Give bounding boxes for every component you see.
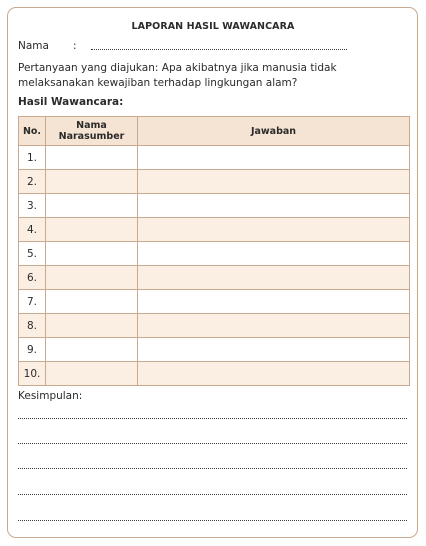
- conclusion-line[interactable]: [18, 418, 407, 419]
- table-row: [19, 218, 410, 242]
- jawaban-cell[interactable]: [138, 218, 410, 242]
- row-number: 7.: [19, 290, 46, 314]
- table-row: [19, 362, 410, 386]
- header-no: No.: [19, 117, 46, 146]
- jawaban-cell[interactable]: [138, 338, 410, 362]
- table-row: [19, 146, 410, 170]
- conclusion-line[interactable]: [18, 443, 407, 444]
- row-number: 9.: [19, 338, 46, 362]
- jawaban-cell[interactable]: [138, 362, 410, 386]
- narasumber-cell[interactable]: [46, 194, 138, 218]
- interview-question: Pertanyaan yang diajukan: Apa akibatnya jika manusia tidak melaksanakan kewajiban terhadap lingkungan alam?: [18, 62, 337, 89]
- table-header-row: [19, 117, 410, 146]
- page-title: LAPORAN HASIL WAWANCARA: [131, 21, 295, 32]
- result-section-label: Hasil Wawancara:: [18, 96, 124, 108]
- table-row: [19, 314, 410, 338]
- row-number: 8.: [19, 314, 46, 338]
- jawaban-cell[interactable]: [138, 146, 410, 170]
- narasumber-cell[interactable]: [46, 362, 138, 386]
- header-narasumber: Nama Narasumber: [46, 117, 138, 146]
- table-row: [19, 170, 410, 194]
- conclusion-line[interactable]: [18, 520, 407, 521]
- row-number: 1.: [19, 146, 46, 170]
- narasumber-cell[interactable]: [46, 170, 138, 194]
- row-number: 5.: [19, 242, 46, 266]
- row-number: 6.: [19, 266, 46, 290]
- row-number: 2.: [19, 170, 46, 194]
- conclusion-label: Kesimpulan:: [18, 390, 83, 402]
- narasumber-cell[interactable]: [46, 290, 138, 314]
- row-number: 10.: [19, 362, 46, 386]
- narasumber-cell[interactable]: [46, 338, 138, 362]
- jawaban-cell[interactable]: [138, 194, 410, 218]
- narasumber-cell[interactable]: [46, 146, 138, 170]
- jawaban-cell[interactable]: [138, 266, 410, 290]
- jawaban-cell[interactable]: [138, 290, 410, 314]
- narasumber-cell[interactable]: [46, 242, 138, 266]
- table-row: [19, 338, 410, 362]
- name-field-row: [18, 40, 408, 54]
- name-label: Nama: [18, 40, 49, 52]
- table-row: [19, 194, 410, 218]
- table-row: [19, 266, 410, 290]
- narasumber-cell[interactable]: [46, 266, 138, 290]
- name-separator: :: [73, 40, 77, 52]
- conclusion-line[interactable]: [18, 494, 407, 495]
- row-number: 3.: [19, 194, 46, 218]
- row-number: 4.: [19, 218, 46, 242]
- header-jawaban: Jawaban: [138, 117, 410, 146]
- jawaban-cell[interactable]: [138, 242, 410, 266]
- jawaban-cell[interactable]: [138, 170, 410, 194]
- table-row: [19, 242, 410, 266]
- name-fill-line[interactable]: [91, 49, 347, 50]
- conclusion-line[interactable]: [18, 468, 407, 469]
- jawaban-cell[interactable]: [138, 314, 410, 338]
- interview-table: [18, 116, 410, 386]
- narasumber-cell[interactable]: [46, 218, 138, 242]
- table-row: [19, 290, 410, 314]
- narasumber-cell[interactable]: [46, 314, 138, 338]
